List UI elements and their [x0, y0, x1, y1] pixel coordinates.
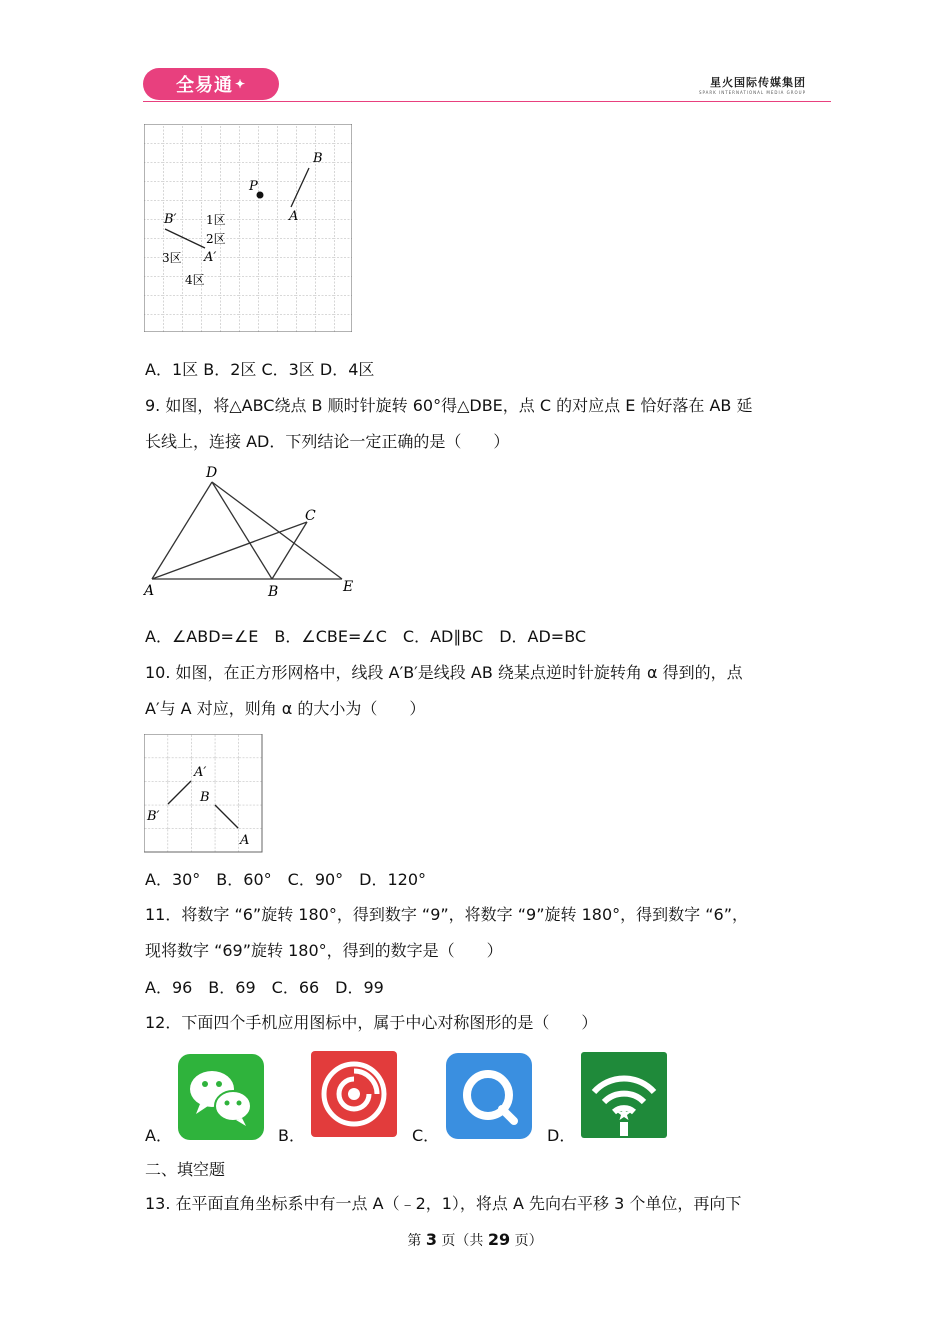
footer-suffix: 页）: [510, 1233, 543, 1249]
q13-text-line1: 13. 在平面直角坐标系中有一点 A（﹣2，1），将点 A 先向右平移 3 个单位，再向下: [145, 1194, 742, 1213]
label-p: P: [249, 179, 258, 194]
q12-text-line1: 12．下面四个手机应用图标中，属于中心对称图形的是（ ）: [145, 1013, 598, 1032]
label-a: A: [240, 833, 250, 848]
q11-text-line2: 现将数字 “69”旋转 180°，得到的数字是（ ）: [145, 941, 503, 960]
brand-logo: [143, 68, 279, 100]
label-d: D: [206, 465, 218, 481]
header-rule: [143, 101, 831, 102]
label-c: C: [305, 508, 316, 524]
q8-grid-figure: [144, 124, 352, 332]
q10-text-line1: 10. 如图，在正方形网格中，线段 A′B′是线段 AB 绕某点逆时针旋转角 α 得到的，点: [145, 663, 743, 682]
label-zone-2: 2区: [206, 232, 226, 246]
footer-middle: 页（共: [436, 1233, 488, 1249]
wifi-icon: [581, 1052, 667, 1138]
q12-option-d-label: D．: [547, 1126, 576, 1145]
q12-option-a-label: A．: [145, 1126, 172, 1145]
footer-page-number: 3: [425, 1230, 437, 1249]
q12-option-b-label: B．: [278, 1126, 305, 1145]
qq-browser-icon: [446, 1053, 532, 1139]
label-b-prime: B′: [147, 809, 160, 824]
sparkle-icon: ✦: [234, 77, 247, 91]
publisher-name-en: SPARK INTERNATIONAL MEDIA GROUP: [698, 90, 806, 95]
label-a: A: [289, 209, 299, 224]
phoenix-icon: [311, 1051, 397, 1137]
label-zone-1: 1区: [206, 213, 226, 227]
label-e: E: [343, 579, 354, 595]
label-zone-3: 3区: [162, 251, 182, 265]
label-zone-4: 4区: [185, 273, 205, 287]
q11-text-line1: 11．将数字 “6”旋转 180°，得到数字 “9”，将数字 “9”旋转 180°，得到数字 “6”，: [145, 905, 748, 924]
label-b: B: [200, 790, 210, 805]
label-b-prime: B′: [164, 212, 177, 227]
q11-options: A．96 B．69 C．66 D．99: [145, 978, 384, 997]
label-b: B: [313, 151, 323, 166]
section-heading: 二、填空题: [145, 1160, 226, 1179]
q10-grid-figure: [144, 734, 264, 854]
label-b: B: [268, 584, 279, 600]
page-footer: [0, 1230, 950, 1250]
publisher-name: 星火国际传媒集团: [710, 76, 806, 89]
brand-logo-text: 全易通: [175, 75, 233, 96]
q10-text-line2: A′与 A 对应，则角 α 的大小为（ ）: [145, 699, 426, 718]
q9-text-line2: 长线上，连接 AD．下列结论一定正确的是（ ）: [145, 432, 510, 451]
q8-options: A．1区 B．2区 C．3区 D．4区: [145, 360, 375, 379]
footer-total-pages: 29: [487, 1230, 511, 1249]
footer-prefix: 第: [407, 1233, 426, 1249]
wechat-icon: [178, 1054, 264, 1140]
q9-options: A．∠ABD=∠E B．∠CBE=∠C C．AD∥BC D．AD=BC: [145, 627, 587, 646]
label-a-prime: A′: [204, 250, 217, 265]
q12-option-c-label: C．: [412, 1126, 440, 1145]
label-a: A: [144, 583, 155, 599]
q10-options: A．30° B．60° C．90° D．120°: [145, 870, 427, 889]
q9-triangle-figure: [142, 462, 362, 602]
label-a-prime: A′: [194, 765, 207, 780]
q9-text-line1: 9. 如图，将△ABC绕点 B 顺时针旋转 60°得△DBE，点 C 的对应点 E 恰好落在 AB 延: [145, 396, 753, 415]
publisher-logo: [699, 74, 806, 95]
